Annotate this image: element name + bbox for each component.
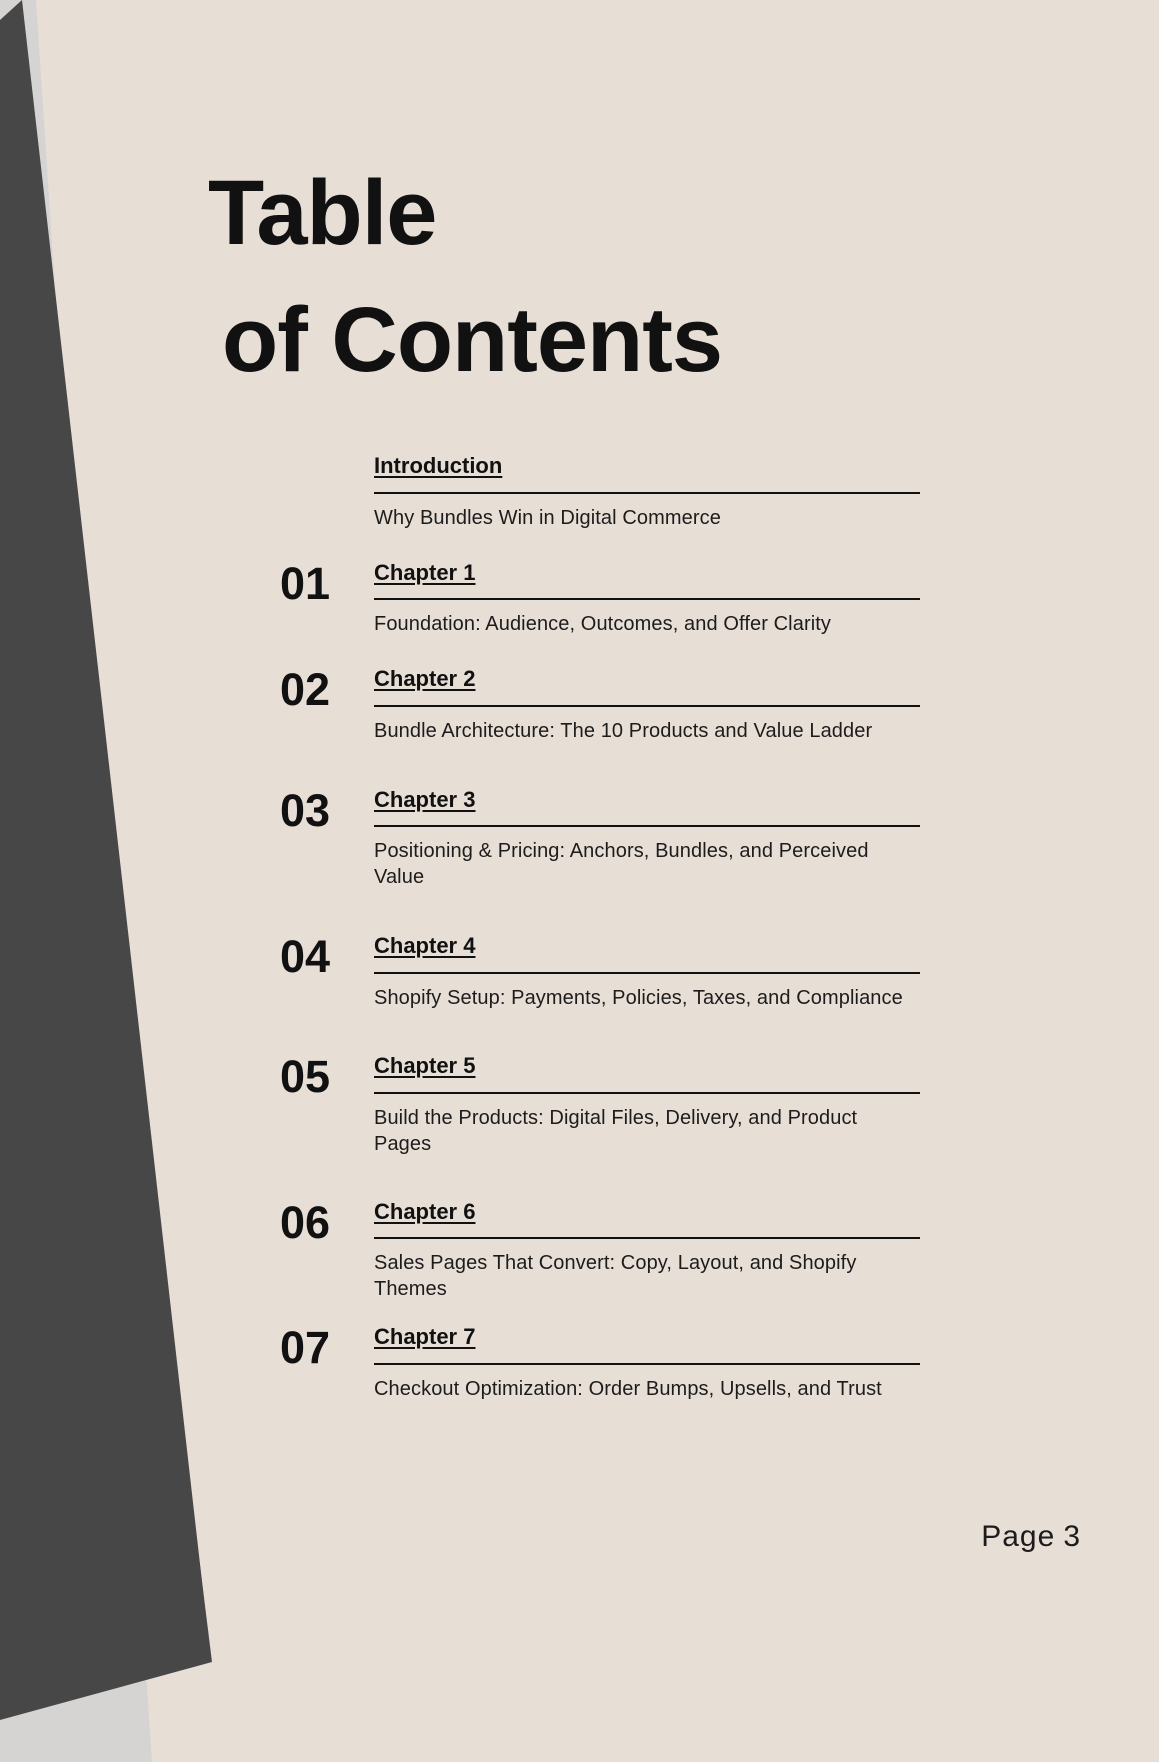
toc-entry-description: Sales Pages That Convert: Copy, Layout, and Shopify Themes xyxy=(374,1252,857,1301)
toc-entry-body xyxy=(374,932,920,1011)
toc-entry-introduction[interactable] xyxy=(280,452,920,531)
toc-entry-number: 03 xyxy=(280,784,331,836)
toc-entry-number: 05 xyxy=(280,1050,331,1102)
toc-entry-body xyxy=(374,665,920,744)
toc-entry-body xyxy=(374,452,920,531)
toc-entry-rule xyxy=(374,1363,920,1365)
page-title xyxy=(208,150,988,404)
toc-entry-label[interactable]: Chapter 5 xyxy=(374,1052,476,1078)
toc-entry-body xyxy=(374,1323,920,1402)
toc-entry-label[interactable]: Chapter 3 xyxy=(374,786,476,812)
toc-entry-rule xyxy=(374,972,920,974)
toc-entry-chapter-7[interactable] xyxy=(280,1323,920,1402)
toc-entry-rule xyxy=(374,1092,920,1094)
toc-entry-label[interactable]: Chapter 6 xyxy=(374,1198,476,1224)
toc-entry-rule xyxy=(374,1237,920,1239)
toc-entry-number: 04 xyxy=(280,931,331,983)
toc-entry-chapter-4[interactable] xyxy=(280,932,920,1011)
toc-entry-label[interactable]: Introduction xyxy=(374,453,503,478)
toc-entry-chapter-1[interactable] xyxy=(280,559,920,638)
toc-entry-label[interactable]: Chapter 1 xyxy=(374,559,476,585)
toc-entry-body xyxy=(374,559,920,638)
toc-entry-chapter-6[interactable] xyxy=(280,1198,920,1303)
toc-entry-description: Shopify Setup: Payments, Policies, Taxes, and Compliance xyxy=(374,986,903,1009)
page-title-line-2: of Contents xyxy=(222,288,723,391)
table-of-contents xyxy=(280,452,920,1402)
toc-entry-body xyxy=(374,1198,920,1303)
toc-entry-number: 02 xyxy=(280,664,331,716)
toc-entry-number: 07 xyxy=(280,1322,331,1374)
toc-entry-number: 06 xyxy=(280,1196,331,1248)
page-number xyxy=(981,1520,1081,1554)
toc-entry-description: Checkout Optimization: Order Bumps, Upsells, and Trust xyxy=(374,1377,882,1400)
toc-entry-chapter-2[interactable] xyxy=(280,665,920,744)
page-title-line-1: Table xyxy=(208,161,437,264)
toc-entry-number xyxy=(280,452,374,454)
toc-entry-description: Positioning & Pricing: Anchors, Bundles, and Perceived Value xyxy=(374,840,869,889)
toc-entry-description: Build the Products: Digital Files, Delivery, and Product Pages xyxy=(374,1106,858,1155)
page-number-label: Page xyxy=(981,1520,1056,1553)
toc-entry-body xyxy=(374,786,920,891)
toc-entry-rule xyxy=(374,825,920,827)
toc-entry-chapter-3[interactable] xyxy=(280,786,920,891)
toc-entry-rule xyxy=(374,705,920,707)
toc-entry-label[interactable]: Chapter 2 xyxy=(374,666,476,692)
toc-entry-label[interactable]: Chapter 7 xyxy=(374,1324,476,1350)
toc-entry-rule xyxy=(374,598,920,600)
toc-entry-chapter-5[interactable] xyxy=(280,1052,920,1157)
toc-entry-label[interactable]: Chapter 4 xyxy=(374,933,476,959)
toc-entry-number: 01 xyxy=(280,557,331,609)
page-number-value: 3 xyxy=(1063,1520,1081,1553)
toc-entry-description: Bundle Architecture: The 10 Products and Value Ladder xyxy=(374,719,873,742)
toc-entry-description: Why Bundles Win in Digital Commerce xyxy=(374,506,721,529)
toc-entry-body xyxy=(374,1052,920,1157)
toc-entry-rule xyxy=(374,492,920,494)
toc-entry-description: Foundation: Audience, Outcomes, and Offer Clarity xyxy=(374,613,831,636)
